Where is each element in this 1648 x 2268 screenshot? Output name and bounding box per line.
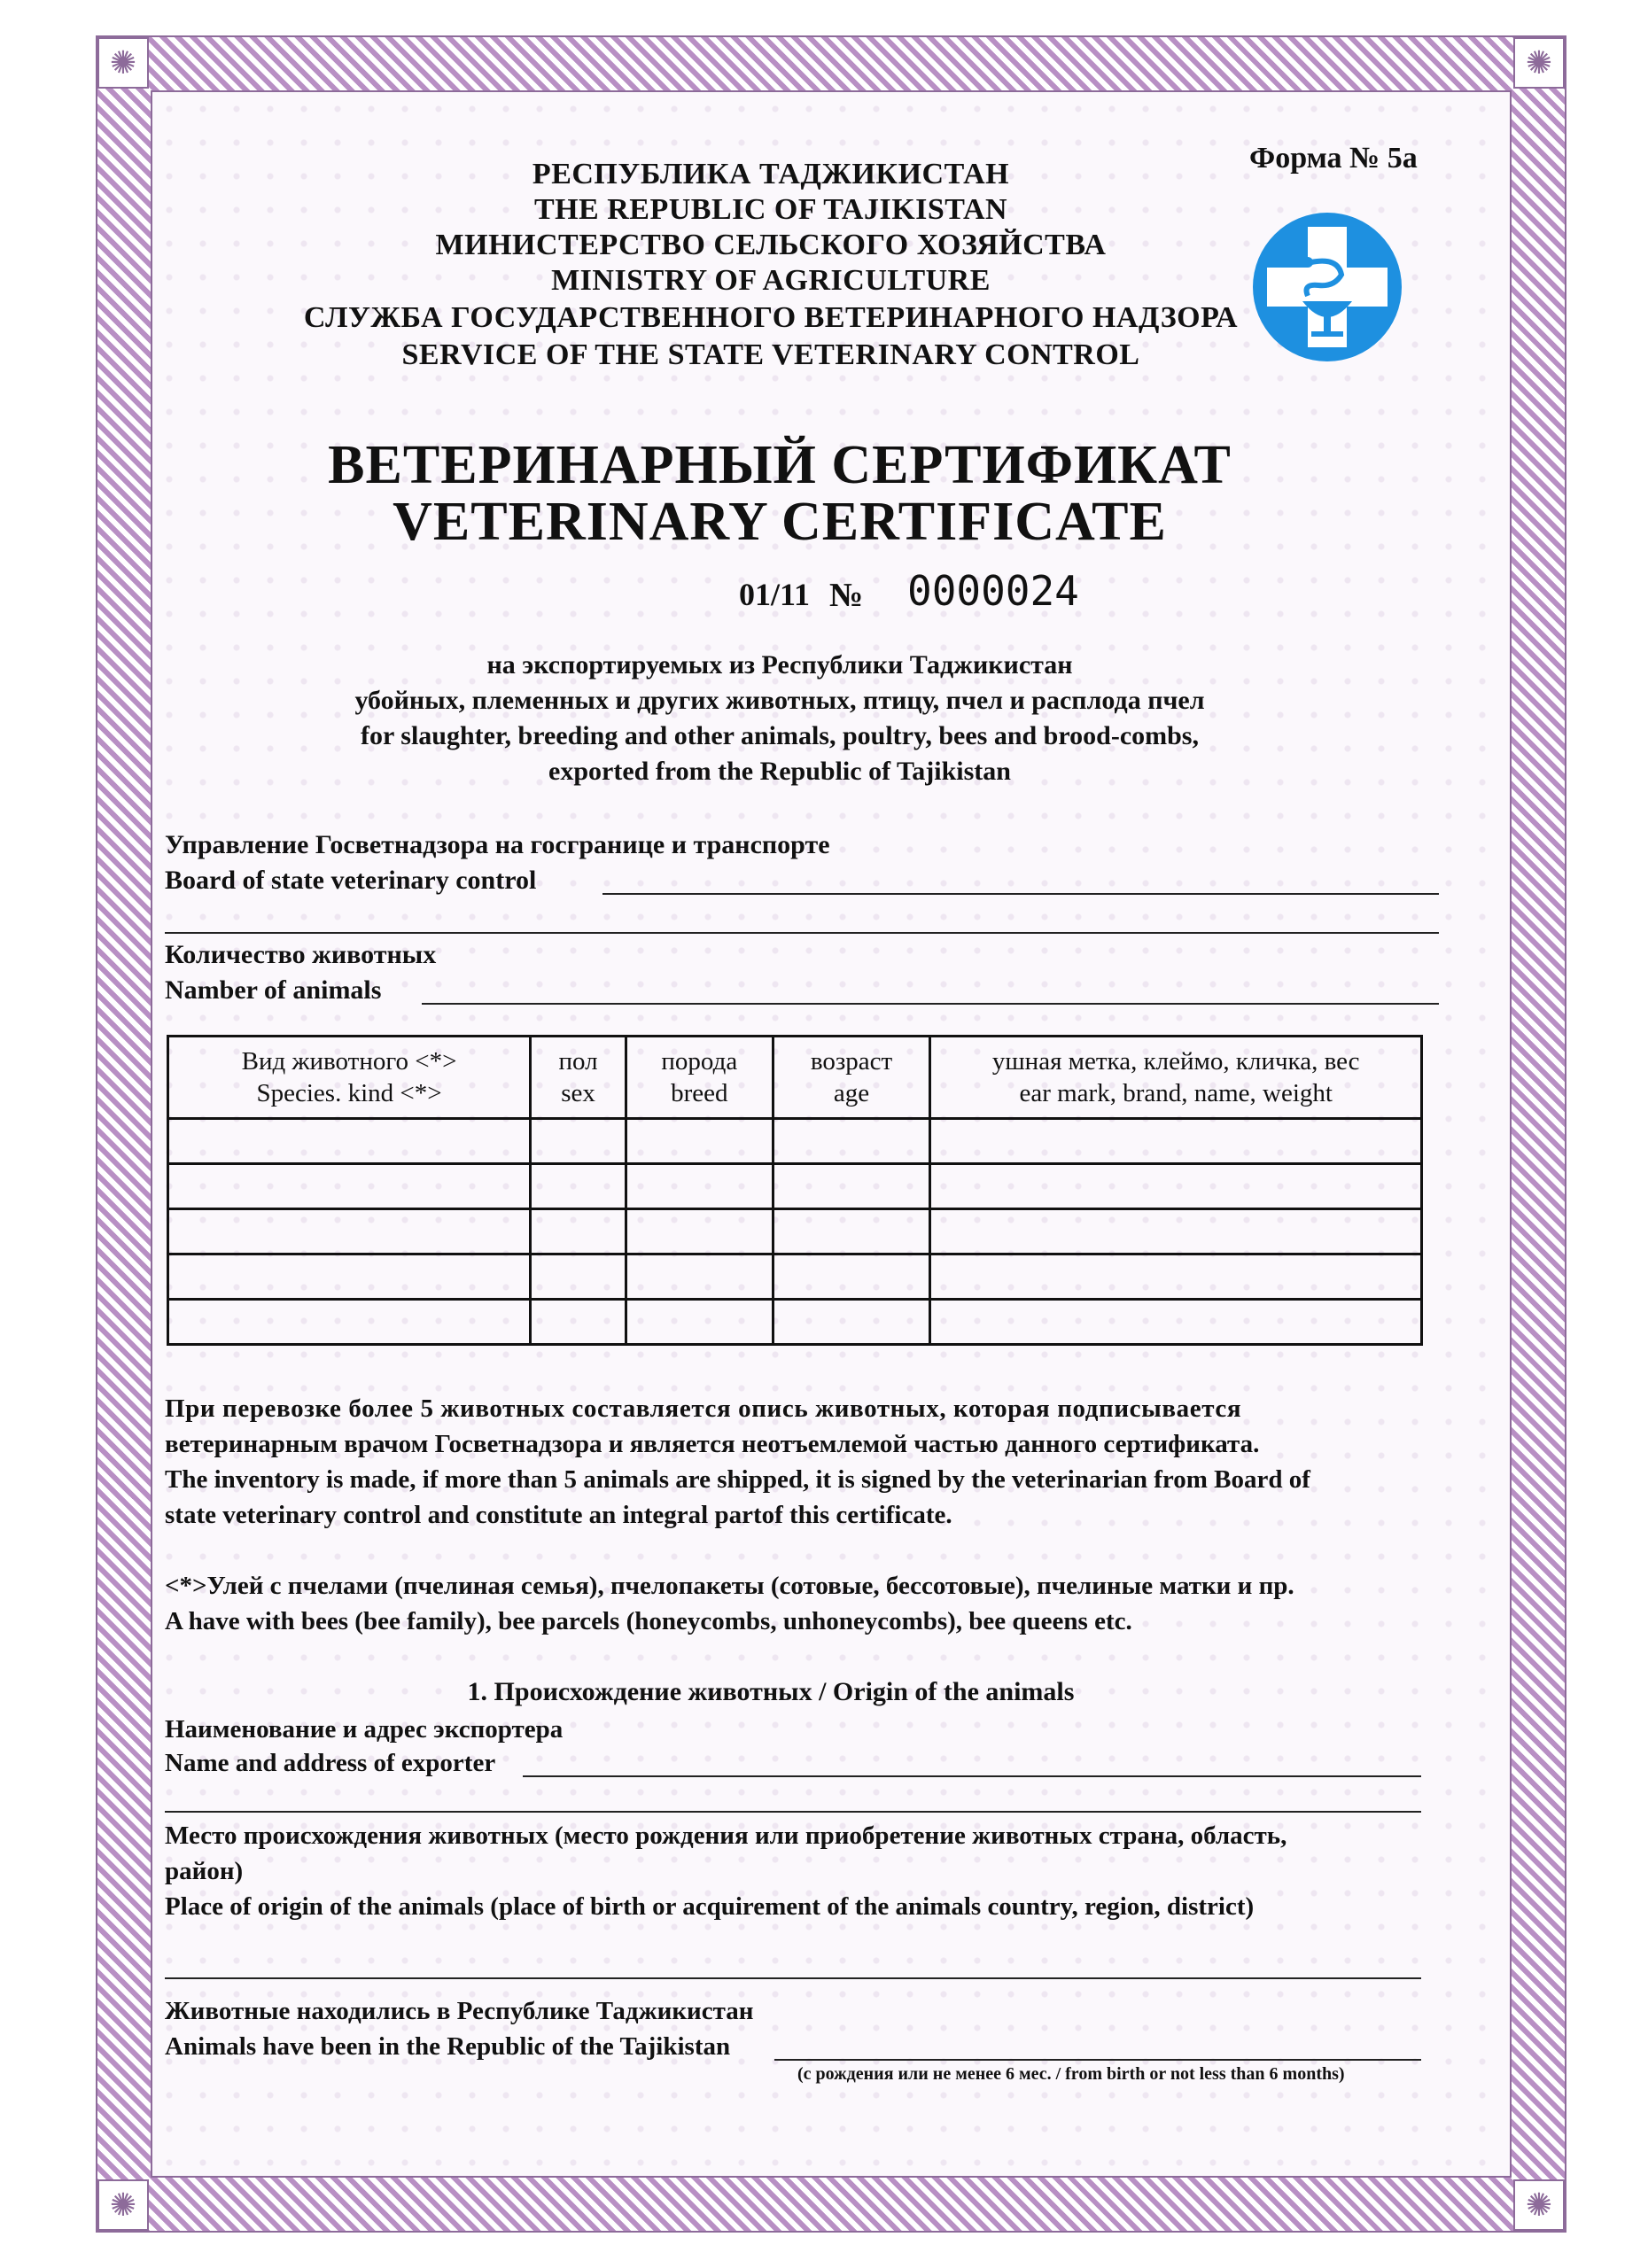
cell-species[interactable] (168, 1209, 531, 1254)
header-service-ru: СЛУЖБА ГОСУДАРСТВЕННОГО ВЕТЕРИНАРНОГО НАДЗОРА (303, 301, 1239, 334)
table-row (168, 1300, 1422, 1345)
stay-hint: (с рождения или не менее 6 мес. / from birth or not less than 6 months) (797, 2064, 1345, 2084)
cell-age[interactable] (773, 1300, 930, 1345)
veterinary-emblem-icon (1249, 209, 1405, 365)
board-label-ru: Управление Госветнадзора на госгранице и транспорте (165, 830, 830, 859)
cell-age[interactable] (773, 1254, 930, 1300)
cell-species[interactable] (168, 1164, 531, 1209)
cell-sex[interactable] (531, 1209, 626, 1254)
inventory-note-line: The inventory is made, if more than 5 animals are shipped, it is signed by the veterinarian from Board of (165, 1465, 1310, 1494)
exporter-field[interactable] (523, 1775, 1421, 1777)
cell-species[interactable] (168, 1300, 531, 1345)
cell-breed[interactable] (626, 1300, 773, 1345)
cell-sex[interactable] (531, 1254, 626, 1300)
form-number: Форма № 5а (1249, 142, 1418, 175)
board-label-en: Board of state veterinary control (165, 866, 537, 895)
origin-label-en: Place of origin of the animals (place of birth or acquirement of the animals country, region, district) (165, 1892, 1255, 1921)
cell-species[interactable] (168, 1119, 531, 1164)
corner-ornament-icon: ✺ (97, 2179, 149, 2231)
cell-breed[interactable] (626, 1209, 773, 1254)
stay-field[interactable] (774, 2059, 1421, 2061)
column-header-mark: ушная метка, клеймо, кличка, вес ear mark, brand, name, weight (930, 1037, 1422, 1119)
origin-field[interactable] (165, 1977, 1421, 1979)
certificate-number-sign: № (829, 577, 864, 614)
table-row (168, 1119, 1422, 1164)
section1-heading: 1. Происхождение животных / Origin of the animals (467, 1677, 1075, 1706)
animals-count-label-en: Namber of animals (165, 975, 382, 1005)
certificate-series: 01/11 (739, 577, 811, 612)
table-row (168, 1209, 1422, 1254)
animals-count-field[interactable] (422, 1003, 1439, 1005)
cell-sex[interactable] (531, 1119, 626, 1164)
header-country-en: THE REPUBLIC OF TAJIKISTAN (533, 193, 1008, 226)
header-country-ru: РЕСПУБЛИКА ТАДЖИКИСТАН (532, 158, 1010, 190)
animals-count-label-ru: Количество животных (165, 940, 437, 969)
animal-table (167, 1035, 1423, 1346)
header-ministry-en: MINISTRY OF AGRICULTURE (551, 264, 991, 297)
footnote-line: <*>Улей с пчелами (пчелиная семья), пчелопакеты (сотовые, бессотовые), пчелиные матки и пр. (165, 1572, 1294, 1600)
cell-mark[interactable] (930, 1254, 1422, 1300)
subtitle-line: на экспортируемых из Республики Таджикистан (486, 650, 1073, 680)
header-service-en: SERVICE OF THE STATE VETERINARY CONTROL (401, 338, 1140, 371)
cell-age[interactable] (773, 1164, 930, 1209)
table-header-row (168, 1037, 1422, 1119)
cell-sex[interactable] (531, 1164, 626, 1209)
cell-breed[interactable] (626, 1254, 773, 1300)
origin-label-ru-cont: район) (165, 1857, 244, 1885)
column-header-age: возраст age (773, 1037, 930, 1119)
corner-ornament-icon: ✺ (1513, 37, 1565, 89)
inventory-note-line: ветеринарным врачом Госветнадзора и является неотъемлемой частью данного сертификата. (165, 1430, 1260, 1458)
certificate-number: 0000024 (907, 567, 1079, 615)
exporter-label-ru: Наименование и адрес экспортера (165, 1715, 564, 1744)
header-ministry-ru: МИНИСТЕРСТВО СЕЛЬСКОГО ХОЗЯЙСТВА (435, 229, 1107, 261)
origin-label-ru: Место происхождения животных (место рождения или приобретение животных страна, область, (165, 1821, 1287, 1850)
board-field[interactable] (602, 893, 1439, 895)
cell-breed[interactable] (626, 1119, 773, 1164)
cell-species[interactable] (168, 1254, 531, 1300)
board-field-continuation[interactable] (165, 932, 1439, 934)
cell-sex[interactable] (531, 1300, 626, 1345)
stay-label-ru: Животные находились в Республике Таджикистан (165, 1997, 754, 2025)
stay-label-en: Animals have been in the Republic of the Tajikistan (165, 2032, 731, 2061)
exporter-label-en: Name and address of exporter (165, 1749, 496, 1777)
cell-breed[interactable] (626, 1164, 773, 1209)
cell-age[interactable] (773, 1119, 930, 1164)
title-en: VETERINARY CERTIFICATE (393, 492, 1167, 552)
cell-age[interactable] (773, 1209, 930, 1254)
table-row (168, 1254, 1422, 1300)
title-ru: ВЕТЕРИНАРНЫЙ СЕРТИФИКАТ (328, 435, 1232, 495)
cell-mark[interactable] (930, 1119, 1422, 1164)
subtitle-line: убойных, племенных и других животных, птицу, пчел и расплода пчел (354, 686, 1205, 715)
footnote-line: A have with bees (bee family), bee parcels (honeycombs, unhoneycombs), bee queens etc. (165, 1607, 1132, 1635)
subtitle-line: exported from the Republic of Tajikistan (548, 757, 1011, 786)
table-row (168, 1164, 1422, 1209)
inventory-note-line: При перевозке более 5 животных составляется опись животных, которая подписывается (165, 1394, 1242, 1423)
subtitle-line: for slaughter, breeding and other animals, poultry, bees and brood-combs, (361, 721, 1199, 750)
inventory-note-line: state veterinary control and constitute an integral partof this certificate. (165, 1501, 952, 1529)
column-header-species: Вид животного <*> Species. kind <*> (168, 1037, 531, 1119)
cell-mark[interactable] (930, 1164, 1422, 1209)
column-header-breed: порода breed (626, 1037, 773, 1119)
cell-mark[interactable] (930, 1300, 1422, 1345)
cell-mark[interactable] (930, 1209, 1422, 1254)
column-header-sex: пол sex (531, 1037, 626, 1119)
corner-ornament-icon: ✺ (1513, 2179, 1565, 2231)
exporter-field-continuation[interactable] (165, 1811, 1421, 1813)
corner-ornament-icon: ✺ (97, 37, 149, 89)
